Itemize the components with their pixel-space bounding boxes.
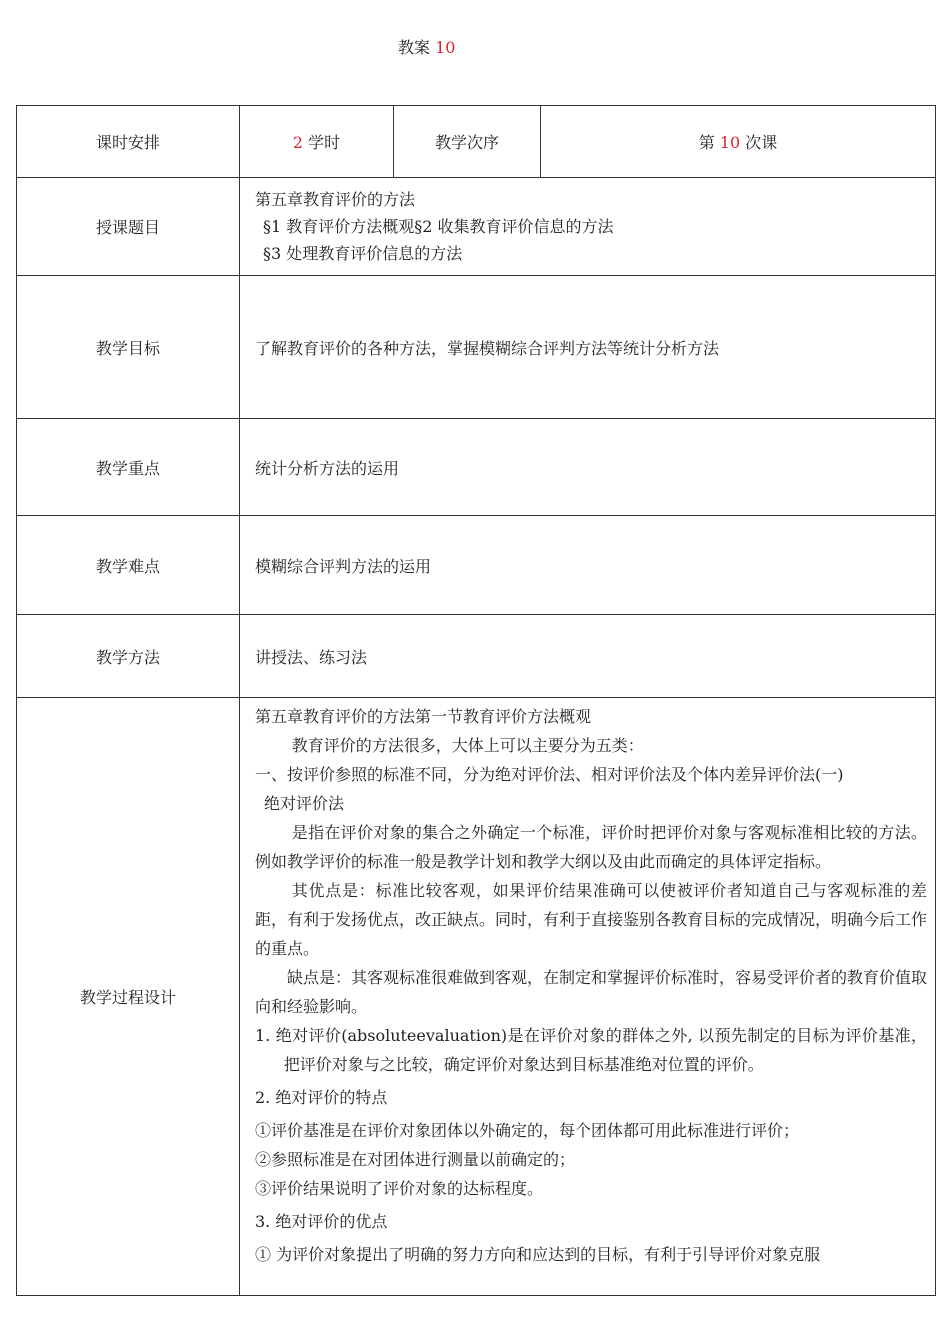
process-sub-item: ①评价基准是在评价对象团体以外确定的，每个团体都可用此标准进行评价； (255, 1121, 800, 1140)
process-paragraph: 一、按评价参照的标准不同，分为绝对评价法、相对评价法及个体内差异评价法(一) (255, 765, 844, 784)
method-label: 教学方法 (17, 615, 240, 698)
process-list-item: 3. 绝对评价的优点 (255, 1212, 388, 1231)
difficulty-content: 模糊综合评判方法的运用 (240, 516, 936, 615)
process-paragraph: 其优点是：标准比较客观，如果评价结果准确可以使被评价者知道自己与客观标准的差距，有利于发扬优点，改正缺点。同时，有利于直接鉴别各教育目标的完成情况，明确今后工作的重点。 (255, 881, 928, 958)
topic-line: 第五章教育评价的方法 (255, 190, 416, 209)
topic-content (240, 178, 936, 276)
process-heading: 第五章教育评价的方法第一节教育评价方法概观 (255, 707, 592, 726)
process-paragraph: 绝对评价法 (264, 794, 345, 813)
key-point-row (17, 419, 936, 516)
lesson-plan-table (16, 105, 936, 1296)
process-row (17, 698, 936, 1296)
process-paragraph: 是指在评价对象的集合之外确定一个标准，评价时把评价对象与客观标准相比较的方法。例如教学评价的标准一般是教学计划和教学大纲以及由此而确定的具体评定指标。 (255, 823, 927, 871)
topic-row (17, 178, 936, 276)
goal-label: 教学目标 (17, 276, 240, 419)
method-row (17, 615, 936, 698)
goal-row (17, 276, 936, 419)
key-point-label: 教学重点 (17, 419, 240, 516)
goal-content: 了解教育评价的各种方法，掌握模糊综合评判方法等统计分析方法 (240, 276, 936, 419)
document-title: 教案 10 (398, 38, 456, 57)
topic-line: §1 教育评价方法概观§2 收集教育评价信息的方法 (263, 217, 614, 236)
process-sub-item: ②参照标准是在对团体进行测量以前确定的； (255, 1150, 576, 1169)
topic-line: §3 处理教育评价信息的方法 (263, 244, 463, 263)
process-list-item: 1. 绝对评价(absoluteevaluation)是在评价对象的群体之外, 以预先制定的目标为评价基准，把评价对象与之比较，确定评价对象达到目标基准绝对位置的评价。 (255, 1026, 927, 1074)
process-paragraph: 教育评价的方法很多，大体上可以主要分为五类： (291, 736, 644, 755)
difficulty-label: 教学难点 (17, 516, 240, 615)
process-label: 教学过程设计 (17, 698, 240, 1296)
class-order-cell: 第 10 次课 (541, 106, 936, 178)
process-sub-item: ① 为评价对象提出了明确的努力方向和应达到的目标，有利于引导评价对象克服 (255, 1245, 821, 1264)
process-sub-item: ③评价结果说明了评价对象的达标程度。 (255, 1179, 544, 1198)
method-content: 讲授法、练习法 (240, 615, 936, 698)
order-label: 教学次序 (394, 106, 541, 178)
process-content (240, 698, 936, 1296)
lesson-number: 10 (435, 38, 456, 57)
schedule-row (17, 106, 936, 178)
key-point-content: 统计分析方法的运用 (240, 419, 936, 516)
difficulty-row (17, 516, 936, 615)
process-list-item: 2. 绝对评价的特点 (255, 1088, 388, 1107)
hours-cell: 2 学时 (240, 106, 394, 178)
topic-label: 授课题目 (17, 178, 240, 276)
schedule-label: 课时安排 (17, 106, 240, 178)
process-paragraph: 缺点是：其客观标准很难做到客观，在制定和掌握评价标准时，容易受评价者的教育价值取向和经验影响。 (255, 968, 928, 1016)
